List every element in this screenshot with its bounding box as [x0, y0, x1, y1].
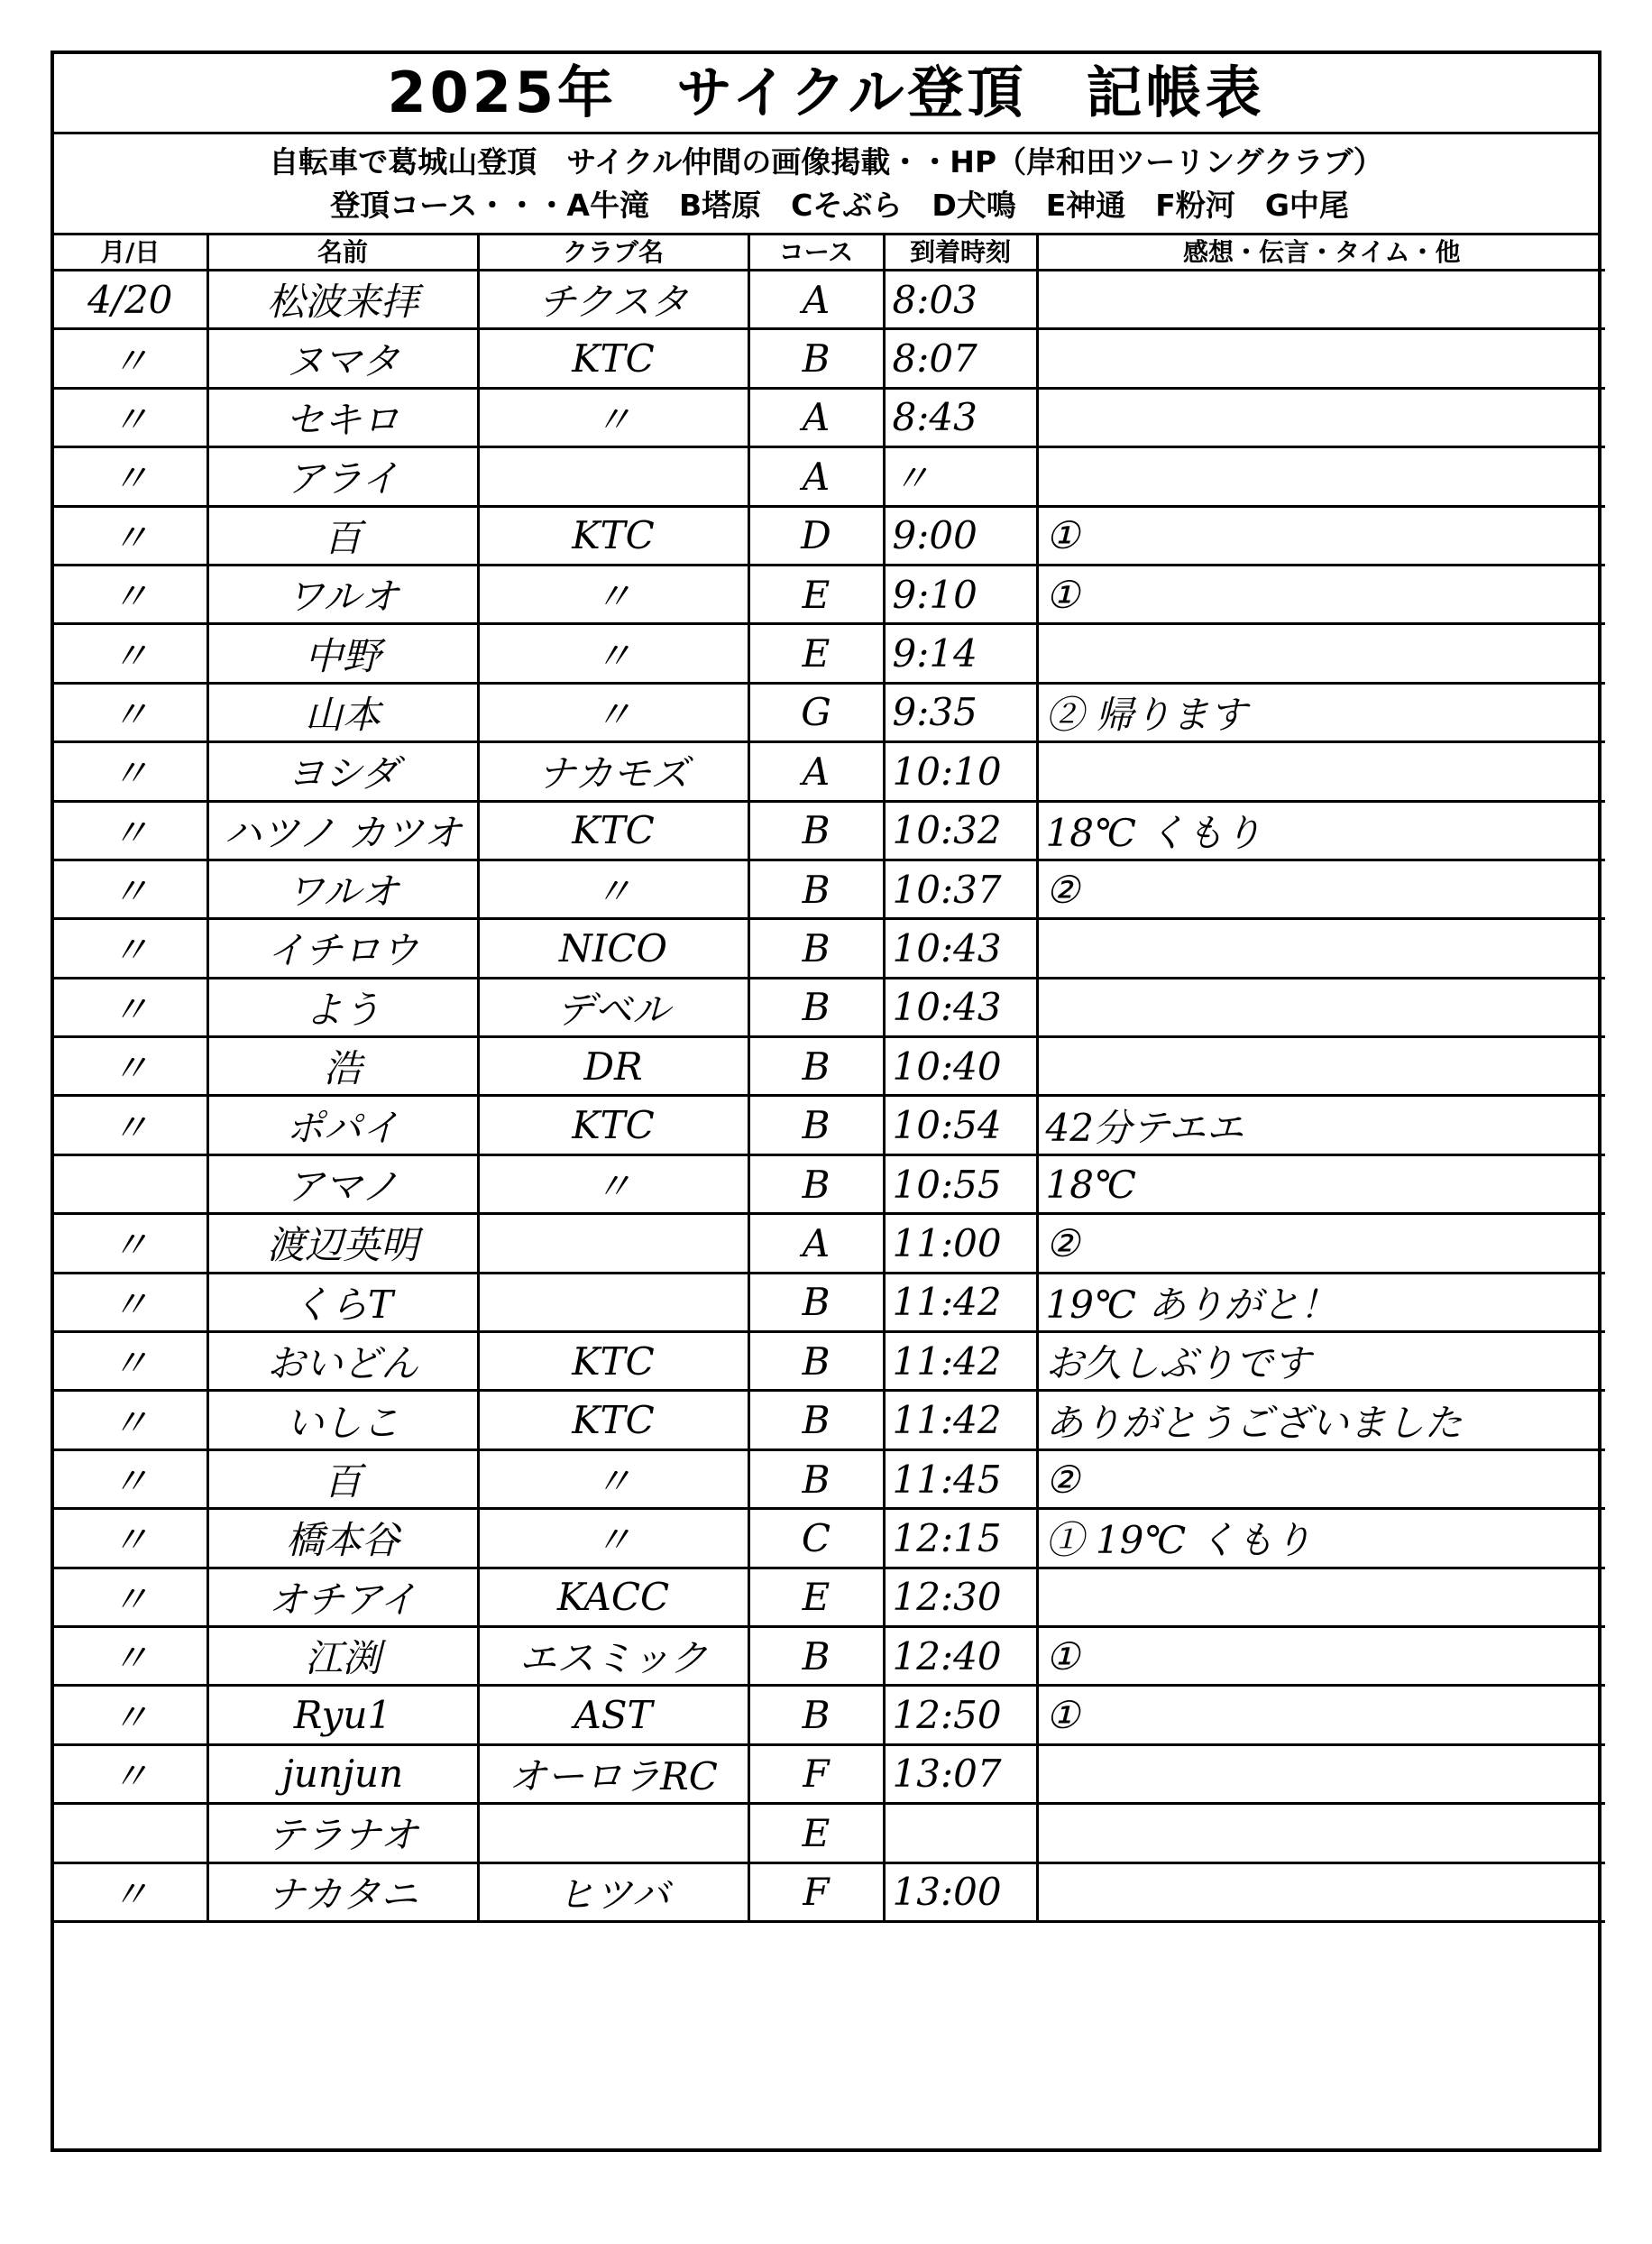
entry-name: ワルオ: [207, 860, 478, 918]
table-row: [54, 919, 1605, 978]
entry-time: 11:42: [884, 1273, 1037, 1331]
entry-club: オーロラRC: [478, 1744, 748, 1803]
entry-name: よう: [207, 978, 478, 1036]
entry-note: ①: [1037, 1626, 1605, 1685]
entry-date: 〃: [54, 919, 207, 978]
table-row: [54, 1037, 1605, 1096]
entry-date: 〃: [54, 624, 207, 683]
entry-note: お久しぶりです: [1037, 1332, 1605, 1391]
entry-time: 10:40: [884, 1037, 1037, 1096]
entry-time: 10:32: [884, 801, 1037, 860]
entry-course: B: [748, 329, 884, 388]
entry-time: 8:03: [884, 271, 1037, 329]
entry-note: [1037, 1804, 1605, 1862]
log-body: [54, 271, 1605, 1922]
entry-club: ヒツバ: [478, 1862, 748, 1921]
entry-time: 8:43: [884, 388, 1037, 446]
entry-name: オチアイ: [207, 1568, 478, 1626]
entry-date: 〃: [54, 683, 207, 741]
entry-name: いしこ: [207, 1391, 478, 1449]
entry-time: 12:15: [884, 1509, 1037, 1568]
entry-time: 9:10: [884, 565, 1037, 623]
table-row: [54, 1568, 1605, 1626]
table-row: [54, 1686, 1605, 1744]
entry-club: 〃: [478, 624, 748, 683]
entry-date: 〃: [54, 1273, 207, 1331]
entry-time: 10:37: [884, 860, 1037, 918]
entry-note: 18℃ くもり: [1037, 801, 1605, 860]
entry-club: 〃: [478, 1509, 748, 1568]
entry-name: ナカタニ: [207, 1862, 478, 1921]
entry-date: 〃: [54, 388, 207, 446]
table-row: [54, 801, 1605, 860]
table-row: [54, 1332, 1605, 1391]
entry-course: B: [748, 919, 884, 978]
entry-course: B: [748, 1096, 884, 1154]
entry-club: NICO: [478, 919, 748, 978]
entry-date: 〃: [54, 1568, 207, 1626]
entry-time: 13:00: [884, 1862, 1037, 1921]
entry-time: 12:40: [884, 1626, 1037, 1685]
table-row: [54, 447, 1605, 506]
header-time: 到着時刻: [884, 233, 1037, 271]
entry-date: 〃: [54, 506, 207, 565]
entry-course: B: [748, 1449, 884, 1508]
entry-date: 〃: [54, 1037, 207, 1096]
entry-name: ヨシダ: [207, 742, 478, 801]
table-row: [54, 1862, 1605, 1921]
table-row: [54, 683, 1605, 741]
table-row: [54, 860, 1605, 918]
entry-course: B: [748, 1037, 884, 1096]
entry-date: 〃: [54, 801, 207, 860]
entry-date: 〃: [54, 1391, 207, 1449]
entry-course: B: [748, 1686, 884, 1744]
table-row: [54, 1449, 1605, 1508]
entry-course: A: [748, 271, 884, 329]
entry-time: 8:07: [884, 329, 1037, 388]
entry-course: E: [748, 1804, 884, 1862]
entry-time: 10:54: [884, 1096, 1037, 1154]
entry-course: F: [748, 1744, 884, 1803]
table-row: [54, 1096, 1605, 1154]
entry-club: チクスタ: [478, 271, 748, 329]
entry-club: デベル: [478, 978, 748, 1036]
entry-note: 42分テエエ: [1037, 1096, 1605, 1154]
entry-club: [478, 447, 748, 506]
entry-course: B: [748, 801, 884, 860]
entry-date: 〃: [54, 742, 207, 801]
subtitle-line-1: 自転車で葛城山登頂 サイクル仲間の画像掲載・・HP（岸和田ツーリングクラブ）: [269, 144, 1383, 179]
entry-time: 10:43: [884, 919, 1037, 978]
entry-note: [1037, 742, 1605, 801]
subtitle-block: [54, 132, 1598, 235]
entry-note: [1037, 1862, 1605, 1921]
table-row: [54, 506, 1605, 565]
entry-course: A: [748, 1214, 884, 1273]
entry-course: A: [748, 388, 884, 446]
table-row: [54, 329, 1605, 388]
entry-name: くらT: [207, 1273, 478, 1331]
entry-note: ①: [1037, 506, 1605, 565]
entry-note: [1037, 329, 1605, 388]
entry-date: 〃: [54, 565, 207, 623]
entry-time: 12:50: [884, 1686, 1037, 1744]
header-course: コース: [748, 233, 884, 271]
entry-course: B: [748, 1332, 884, 1391]
entry-club: KTC: [478, 1096, 748, 1154]
entry-name: アマノ: [207, 1154, 478, 1213]
entry-note: ありがとうございました: [1037, 1391, 1605, 1449]
entry-time: 9:14: [884, 624, 1037, 683]
entry-name: ワルオ: [207, 565, 478, 623]
entry-club: 〃: [478, 1154, 748, 1213]
entry-course: D: [748, 506, 884, 565]
entry-date: 〃: [54, 1744, 207, 1803]
entry-course: B: [748, 1391, 884, 1449]
entry-club: KTC: [478, 1332, 748, 1391]
table-row: [54, 388, 1605, 446]
entry-course: B: [748, 1154, 884, 1213]
entry-course: B: [748, 860, 884, 918]
entry-date: 〃: [54, 329, 207, 388]
entry-note: ②: [1037, 1214, 1605, 1273]
entry-note: [1037, 1744, 1605, 1803]
entry-course: B: [748, 978, 884, 1036]
entry-club: 〃: [478, 388, 748, 446]
entry-course: E: [748, 1568, 884, 1626]
header-row: [54, 233, 1605, 271]
entry-time: 10:10: [884, 742, 1037, 801]
entry-name: 山本: [207, 683, 478, 741]
entry-date: 〃: [54, 1096, 207, 1154]
entry-name: アライ: [207, 447, 478, 506]
course-legend: 登頂コース・・・A牛滝 B塔原 Cそぶら D犬鳴 E神通 F粉河 G中尾: [330, 188, 1349, 223]
entry-club: KTC: [478, 506, 748, 565]
header-name: 名前: [207, 233, 478, 271]
entry-name: ポパイ: [207, 1096, 478, 1154]
entry-name: 松波来拝: [207, 271, 478, 329]
table-row: [54, 1804, 1605, 1862]
log-table: [54, 233, 1605, 1923]
entry-time: 10:43: [884, 978, 1037, 1036]
table-row: [54, 565, 1605, 623]
table-row: [54, 978, 1605, 1036]
entry-date: 4/20: [54, 271, 207, 329]
entry-club: DR: [478, 1037, 748, 1096]
table-row: [54, 271, 1605, 329]
entry-time: [884, 1804, 1037, 1862]
entry-club: エスミック: [478, 1626, 748, 1685]
entry-course: B: [748, 1626, 884, 1685]
entry-note: [1037, 447, 1605, 506]
entry-note: [1037, 1568, 1605, 1626]
entry-name: 百: [207, 1449, 478, 1508]
entry-name: テラナオ: [207, 1804, 478, 1862]
entry-name: おいどん: [207, 1332, 478, 1391]
entry-name: 橋本谷: [207, 1509, 478, 1568]
entry-club: KACC: [478, 1568, 748, 1626]
entry-name: セキロ: [207, 388, 478, 446]
entry-name: イチロウ: [207, 919, 478, 978]
entry-date: 〃: [54, 447, 207, 506]
entry-date: 〃: [54, 1686, 207, 1744]
entry-note: ①: [1037, 1686, 1605, 1744]
entry-time: 12:30: [884, 1568, 1037, 1626]
page-title: 2025年 サイクル登頂 記帳表: [54, 54, 1598, 134]
entry-club: AST: [478, 1686, 748, 1744]
logbook-sheet: [50, 51, 1602, 2152]
entry-course: E: [748, 624, 884, 683]
entry-course: A: [748, 447, 884, 506]
entry-note: [1037, 624, 1605, 683]
entry-time: 11:45: [884, 1449, 1037, 1508]
entry-club: [478, 1804, 748, 1862]
entry-date: 〃: [54, 860, 207, 918]
entry-name: ハツノ カツオ: [207, 801, 478, 860]
entry-name: ヌマタ: [207, 329, 478, 388]
entry-name: 浩: [207, 1037, 478, 1096]
entry-note: ② 帰ります: [1037, 683, 1605, 741]
entry-date: 〃: [54, 978, 207, 1036]
entry-note: ① 19℃ くもり: [1037, 1509, 1605, 1568]
entry-club: KTC: [478, 329, 748, 388]
entry-time: 〃: [884, 447, 1037, 506]
entry-note: [1037, 978, 1605, 1036]
entry-name: 渡辺英明: [207, 1214, 478, 1273]
table-row: [54, 742, 1605, 801]
entry-time: 9:35: [884, 683, 1037, 741]
entry-note: ②: [1037, 1449, 1605, 1508]
entry-name: 中野: [207, 624, 478, 683]
table-row: [54, 1273, 1605, 1331]
entry-club: 〃: [478, 1449, 748, 1508]
table-row: [54, 1626, 1605, 1685]
entry-course: A: [748, 742, 884, 801]
entry-name: junjun: [207, 1744, 478, 1803]
entry-note: [1037, 919, 1605, 978]
entry-club: 〃: [478, 683, 748, 741]
entry-course: G: [748, 683, 884, 741]
entry-time: 11:00: [884, 1214, 1037, 1273]
table-row: [54, 624, 1605, 683]
entry-time: 9:00: [884, 506, 1037, 565]
entry-date: [54, 1154, 207, 1213]
entry-date: 〃: [54, 1332, 207, 1391]
entry-note: [1037, 271, 1605, 329]
entry-note: 19℃ ありがと！: [1037, 1273, 1605, 1331]
table-row: [54, 1744, 1605, 1803]
entry-name: 江渕: [207, 1626, 478, 1685]
table-row: [54, 1509, 1605, 1568]
entry-course: F: [748, 1862, 884, 1921]
table-row: [54, 1214, 1605, 1273]
entry-date: 〃: [54, 1626, 207, 1685]
entry-name: 百: [207, 506, 478, 565]
entry-note: 18℃: [1037, 1154, 1605, 1213]
entry-time: 10:55: [884, 1154, 1037, 1213]
entry-course: E: [748, 565, 884, 623]
entry-note: [1037, 388, 1605, 446]
entry-note: [1037, 1037, 1605, 1096]
entry-note: ②: [1037, 860, 1605, 918]
table-row: [54, 1154, 1605, 1213]
entry-time: 11:42: [884, 1391, 1037, 1449]
entry-course: C: [748, 1509, 884, 1568]
table-row: [54, 1391, 1605, 1449]
entry-club: KTC: [478, 1391, 748, 1449]
entry-club: 〃: [478, 565, 748, 623]
entry-date: 〃: [54, 1862, 207, 1921]
entry-time: 13:07: [884, 1744, 1037, 1803]
entry-date: 〃: [54, 1509, 207, 1568]
entry-date: 〃: [54, 1214, 207, 1273]
entry-date: [54, 1804, 207, 1862]
entry-time: 11:42: [884, 1332, 1037, 1391]
entry-club: ナカモズ: [478, 742, 748, 801]
header-club: クラブ名: [478, 233, 748, 271]
entry-club: KTC: [478, 801, 748, 860]
entry-club: [478, 1214, 748, 1273]
header-date: 月/日: [54, 233, 207, 271]
entry-note: ①: [1037, 565, 1605, 623]
entry-club: 〃: [478, 860, 748, 918]
entry-name: Ryu1: [207, 1686, 478, 1744]
entry-date: 〃: [54, 1449, 207, 1508]
entry-course: B: [748, 1273, 884, 1331]
entry-club: [478, 1273, 748, 1331]
header-note: 感想・伝言・タイム・他: [1037, 233, 1605, 271]
